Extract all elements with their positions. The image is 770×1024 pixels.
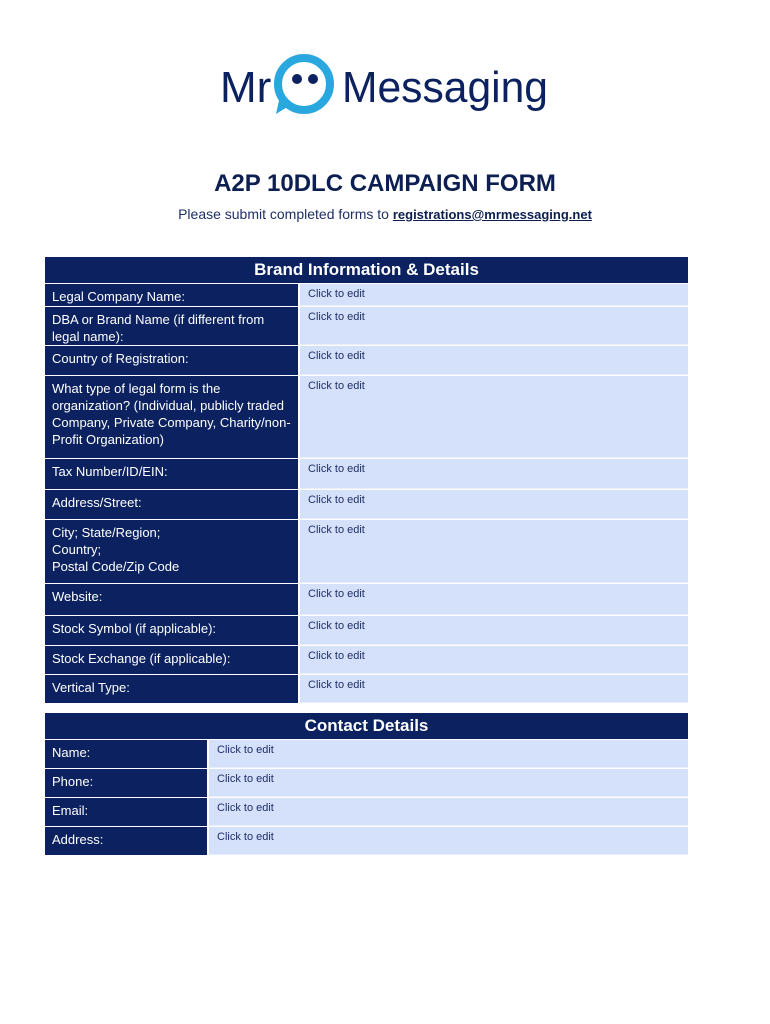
stock-symbol-field[interactable]: Click to edit [298,616,688,645]
website-field[interactable]: Click to edit [298,584,688,615]
legal-form-label: What type of legal form is the organization? (Individual, publicly traded Company, Private Company, Charity/non-Profit Organization) [45,376,298,458]
vertical-type-label: Vertical Type: [45,675,298,703]
logo-text-left: Mr [220,63,272,112]
logo-text-right: Messaging [342,63,548,112]
form-row-legal-company-name [45,283,688,306]
form-row-address [45,826,688,855]
vertical-type-field[interactable]: Click to edit [298,675,688,703]
email-field[interactable]: Click to edit [207,798,688,826]
submission-note [0,206,770,222]
address-street-field[interactable]: Click to edit [298,490,688,519]
contact-section-header: Contact Details [45,713,688,739]
city-state-postal-field[interactable]: Click to edit [298,520,688,583]
phone-label: Phone: [45,769,207,797]
tax-number-field[interactable]: Click to edit [298,459,688,489]
dba-brand-name-label: DBA or Brand Name (if different from legal name): [45,307,298,345]
form-row-dba-brand-name [45,306,688,345]
website-label: Website: [45,584,298,615]
form-row-address-street [45,489,688,519]
phone-field[interactable]: Click to edit [207,769,688,797]
form-row-country-of-registration [45,345,688,375]
submission-note-text: Please submit completed forms to [178,206,393,222]
city-state-postal-label: City; State/Region; Country; Postal Code/Zip Code [45,520,298,583]
contact-details-section [45,713,688,855]
logo-face-icon [276,58,330,114]
stock-exchange-field[interactable]: Click to edit [298,646,688,674]
logo [220,48,550,120]
email-label: Email: [45,798,207,826]
country-of-registration-label: Country of Registration: [45,346,298,375]
address-street-label: Address/Street: [45,490,298,519]
form-row-legal-form [45,375,688,458]
dba-brand-name-field[interactable]: Click to edit [298,307,688,345]
country-of-registration-field[interactable]: Click to edit [298,346,688,375]
tax-number-label: Tax Number/ID/EIN: [45,459,298,489]
stock-exchange-label: Stock Exchange (if applicable): [45,646,298,674]
legal-company-name-field[interactable]: Click to edit [298,284,688,306]
page-title: A2P 10DLC CAMPAIGN FORM [214,170,556,197]
legal-form-field[interactable]: Click to edit [298,376,688,458]
form-row-stock-exchange [45,645,688,674]
stock-symbol-label: Stock Symbol (if applicable): [45,616,298,645]
form-row-phone [45,768,688,797]
form-row-stock-symbol [45,615,688,645]
address-field[interactable]: Click to edit [207,827,688,855]
brand-section-header: Brand Information & Details [45,257,688,283]
legal-company-name-label: Legal Company Name: [45,284,298,306]
brand-information-section [45,257,688,703]
form-row-website [45,583,688,615]
name-label: Name: [45,740,207,768]
registration-email-link[interactable]: registrations@mrmessaging.net [392,207,592,222]
form-row-email [45,797,688,826]
form-row-name [45,739,688,768]
form-row-tax-number [45,458,688,489]
form-row-vertical-type [45,674,688,703]
form-row-city-state-postal [45,519,688,583]
name-field[interactable]: Click to edit [207,740,688,768]
address-label: Address: [45,827,207,855]
